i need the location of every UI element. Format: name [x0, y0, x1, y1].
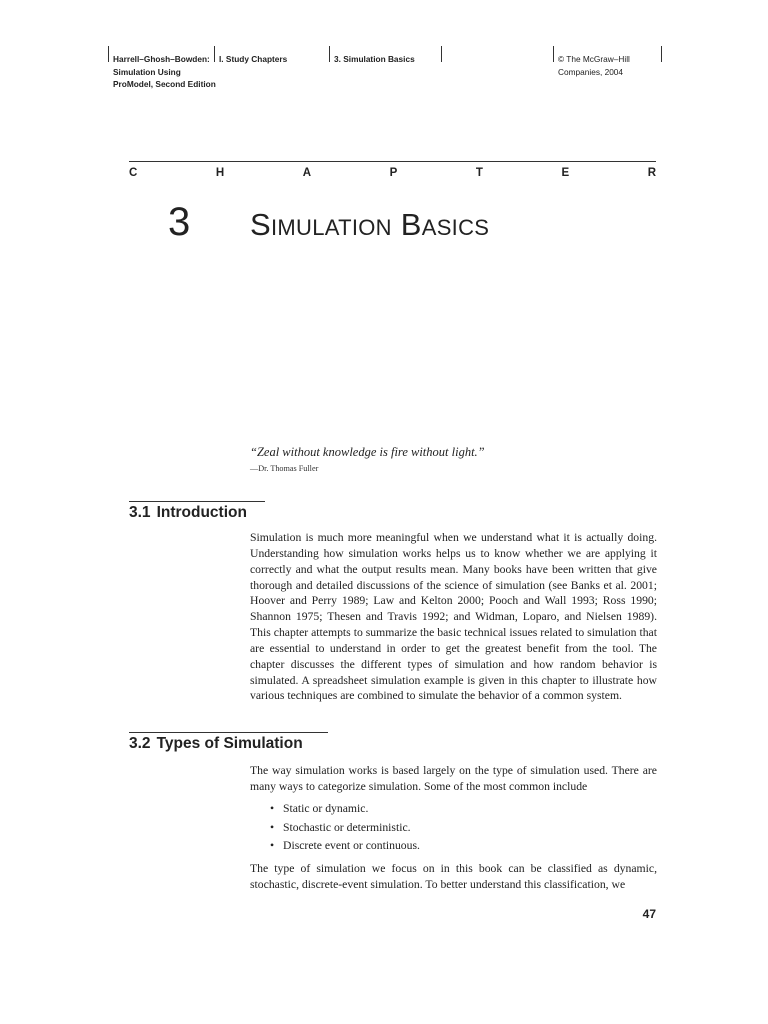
- running-header: [108, 46, 662, 98]
- simulation-types-list: [270, 800, 420, 856]
- page-number: 47: [642, 907, 656, 921]
- list-item: • Stochastic or deterministic.: [270, 819, 420, 838]
- chapter-label-letter: T: [475, 167, 483, 179]
- header-chapter-label: 3. Simulation Basics: [334, 54, 415, 64]
- chapter-label: [129, 167, 656, 179]
- list-item: • Discrete event or continuous.: [270, 837, 420, 856]
- chapter-label-letter: H: [215, 167, 225, 179]
- section-heading-introduction: [129, 504, 247, 522]
- header-divider: [661, 46, 662, 62]
- chapter-label-letter: E: [561, 167, 570, 179]
- header-chapter: [329, 46, 441, 92]
- header-book-line: ProModel, Second Edition: [113, 79, 216, 89]
- header-copyright-line: Companies, 2004: [558, 66, 624, 77]
- header-empty-cell: [441, 46, 553, 92]
- chapter-number: 3: [168, 200, 191, 244]
- header-book-line: Simulation Using: [113, 66, 181, 77]
- chapter-title: Simulation Basics: [250, 207, 490, 242]
- introduction-paragraph: Simulation is much more meaningful when we understand what it is actually doing. Understanding how simulation works helps us to know whether we are applying it correctly and what the output results mean. Many books have been written that give thorough and detailed discussions of the science of simulation (see Banks et al. 2001; Hoover and Perry 1989; Law and Kelton 2000; Pooch and Wall 1993; Ross 1990; Shannon 1975; Thesen and Travis 1992; and Widman, Loparo, and Nielsen 1989). This chapter attempts to summarize the basic technical issues related to simulation that are essential to understand in order to get the greatest benefit from the tool. The chapter discusses the different types of simulation and how random behavior is simulated. A spreadsheet simulation example is given in this chapter to illustrate how various techniques are combined to simulate the behavior of a common system.: [250, 531, 657, 703]
- header-book-line: Harrell–Ghosh–Bowden:: [113, 54, 210, 64]
- chapter-label-letter: C: [129, 167, 138, 179]
- epigraph-quote: “Zeal without knowledge is fire without light.”: [250, 445, 485, 459]
- section-rule: [129, 732, 328, 733]
- header-copyright: [553, 46, 662, 92]
- header-copyright-line: © The McGraw–Hill: [558, 54, 630, 64]
- chapter-label-letter: R: [647, 167, 656, 179]
- section-title: Introduction: [156, 504, 247, 521]
- section-number: 3.1: [129, 504, 151, 521]
- chapter-rule: [129, 161, 656, 162]
- epigraph-attribution: —Dr. Thomas Fuller: [250, 464, 319, 473]
- header-part: [214, 46, 329, 92]
- section-rule: [129, 501, 265, 502]
- section-title: Types of Simulation: [156, 735, 303, 752]
- list-item: • Static or dynamic.: [270, 800, 420, 819]
- chapter-label-letter: P: [389, 167, 398, 179]
- section-heading-types-of-simulation: [129, 735, 303, 753]
- header-book-title: [108, 46, 214, 92]
- types-intro-paragraph: The way simulation works is based largely on the type of simulation used. There are many ways to categorize simulation. Some of the most common include: [250, 764, 657, 793]
- header-part-label: I. Study Chapters: [219, 54, 288, 64]
- chapter-label-letter: A: [302, 167, 312, 179]
- section-number: 3.2: [129, 735, 151, 752]
- types-followup-paragraph: The type of simulation we focus on in this book can be classified as dynamic, stochastic, discrete-event simulation. To better understand this classification, we: [250, 862, 657, 891]
